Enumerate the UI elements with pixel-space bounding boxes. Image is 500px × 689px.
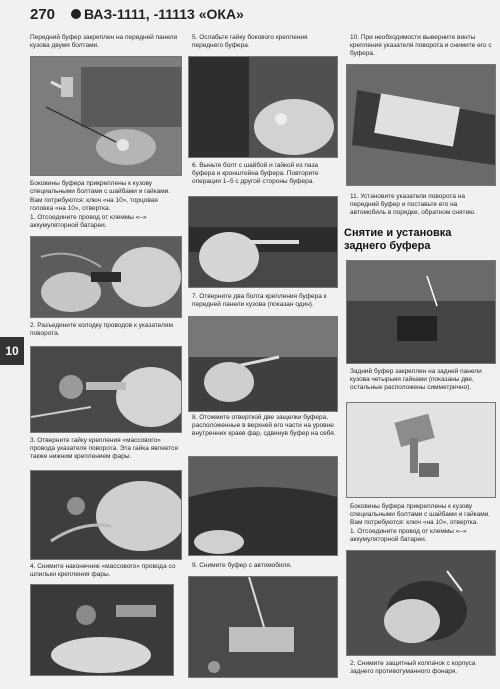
step-2-text: 2. Разъедините колодку проводов к указателям поворота. [30,322,173,337]
step-11-text: 11. Установите указатели поворота на передний буфер и поставьте его на автомобиль в порядке, обратном снятию. [350,193,476,216]
step-3-text: 3. Отверните гайку крепления «массового» провода указателя поворота. Эта гайка является также нижним креплением фары. [30,437,178,460]
bullet-icon [71,9,81,19]
photo-rear-bumper-nuts [346,260,496,364]
photo-fog-lamp-cap [346,550,496,656]
page-number: 270 [30,6,56,23]
step-5-text: 5. Ослабьте гайку бокового крепления переднего буфера. [192,34,308,49]
step-9-text: 9. Снимите буфер с автомобиля. [192,562,292,569]
photo-step-8-latches [188,316,338,412]
rear-step-2-text: 2. Снимите защитный колпачок с корпуса заднего противотуманного фонаря. [350,660,476,675]
rear-step-1-text: 1. Отсоедините провод от клеммы «–» аккумуляторной батареи. [350,528,467,543]
photo-step-9-remove-bumper [188,456,338,556]
photo-step-2-connector [30,236,182,318]
photo-front-bumper-bolt [30,56,182,176]
photo-step-4-ground-terminal [30,470,182,560]
bumper-sides-text: Боковины буфера прикреплены к кузову специальными болтами с шайбами и гайками. [30,180,171,195]
book-title: ВАЗ-1111, -11113 «ОКА» [84,6,244,22]
rear-sides-text: Боковины буфера прикреплены к кузову специальными болтами с шайбами и гайками. [350,503,491,518]
photo-headlight-mount [30,584,174,676]
step-4-text: 4. Снимите наконечник «массового» провода со шпильки крепления фары. [30,563,176,578]
step-6-text: 6. Выньте болт с шайбой и гайкой из паза буфера и кронштейна буфера. Повторите операции 1–5 с другой стороны буфера. [192,162,319,185]
rear-bumper-text: Задний буфер закреплен на задней панели кузова четырьмя гайками (показаны две, остальные расположены симметрично). [350,368,482,391]
photo-turn-signal-screws [188,576,338,678]
tools-text: Вам потребуются: ключ «на 10», торцовая головка «на 10», отвертка. [30,197,158,212]
rear-tools-text: Вам потребуются: ключ «на 10», отвертка. [350,519,479,526]
photo-step-3-ground-nut [30,346,182,433]
photo-step-10-turn-signal [346,64,496,186]
photo-step-7-bolts [188,196,338,288]
photo-step-5-side-nut [188,56,338,158]
step-1-text: 1. Отсоедините провод от клеммы «–» аккумуляторной батареи. [30,214,147,229]
step-7-text: 7. Отверните два болта крепления буфера к передней панели кузова (показан один). [192,293,327,308]
page-header [26,6,500,24]
chapter-tab: 10 [0,337,24,365]
intro-text: Передний буфер закреплен на передней панели кузова двумя болтами. [30,34,178,49]
section-title: Снятие и установка заднего буфера [344,227,452,252]
step-10-text: 10. При необходимости выверните винты крепления указателя поворота и снимите его с буфера. [350,34,492,57]
step-8-text: 8. Отожмите отверткой две защелки буфера, расположенные в верхней его части на уровне внутренних краев фар, сдвинув буфер на себя. [192,414,336,437]
photo-side-bolt [346,402,496,498]
